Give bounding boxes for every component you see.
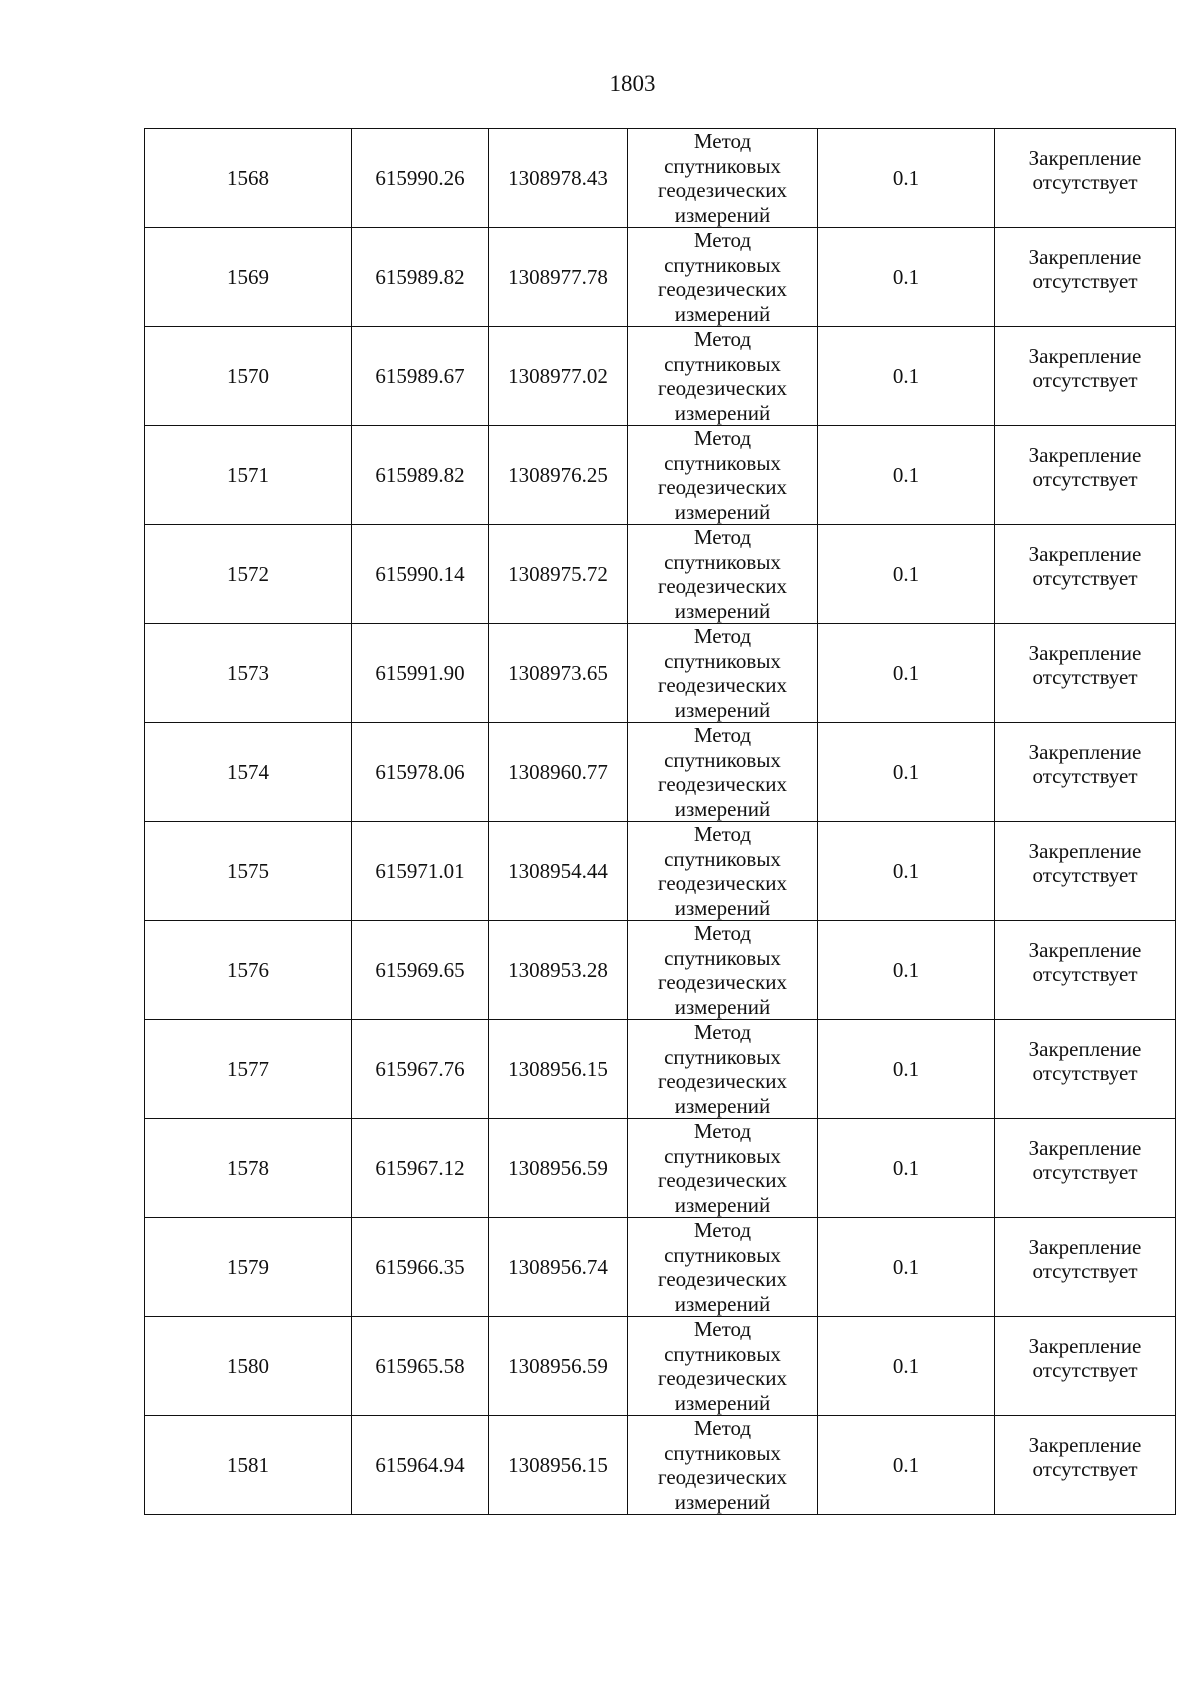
cell-point-number: 1573 <box>145 624 352 723</box>
cell-point-number: 1575 <box>145 822 352 921</box>
cell-coordinate-x: 615989.67 <box>352 327 489 426</box>
table-row <box>145 1416 1176 1515</box>
cell-method-text: Метод спутниковых геодезических измерений <box>657 1218 787 1316</box>
cell-fixing <box>995 1317 1176 1416</box>
cell-coordinate-y: 1308978.43 <box>489 129 628 228</box>
cell-coordinate-y: 1308960.77 <box>489 723 628 822</box>
cell-fixing-text: Закрепление отсутствует <box>1028 542 1142 590</box>
cell-method-text: Метод спутниковых геодезических измерений <box>657 822 787 920</box>
cell-coordinate-x: 615965.58 <box>352 1317 489 1416</box>
cell-accuracy: 0.1 <box>818 1218 995 1317</box>
cell-point-number: 1572 <box>145 525 352 624</box>
cell-fixing <box>995 327 1176 426</box>
cell-method <box>628 624 818 723</box>
cell-coordinate-x: 615967.76 <box>352 1020 489 1119</box>
cell-point-number: 1568 <box>145 129 352 228</box>
cell-fixing <box>995 1119 1176 1218</box>
cell-coordinate-x: 615978.06 <box>352 723 489 822</box>
table-row <box>145 723 1176 822</box>
coordinates-table <box>144 128 1176 1515</box>
cell-fixing-text: Закрепление отсутствует <box>1028 245 1142 293</box>
cell-fixing-text: Закрепление отсутствует <box>1028 344 1142 392</box>
cell-coordinate-y: 1308973.65 <box>489 624 628 723</box>
cell-fixing <box>995 921 1176 1020</box>
cell-accuracy: 0.1 <box>818 525 995 624</box>
cell-fixing <box>995 525 1176 624</box>
cell-accuracy: 0.1 <box>818 228 995 327</box>
cell-coordinate-y: 1308956.59 <box>489 1119 628 1218</box>
table-row <box>145 129 1176 228</box>
cell-coordinate-y: 1308977.78 <box>489 228 628 327</box>
cell-accuracy: 0.1 <box>818 723 995 822</box>
cell-accuracy: 0.1 <box>818 1317 995 1416</box>
cell-method <box>628 1416 818 1515</box>
cell-point-number: 1580 <box>145 1317 352 1416</box>
cell-fixing <box>995 129 1176 228</box>
cell-coordinate-x: 615967.12 <box>352 1119 489 1218</box>
cell-method <box>628 1317 818 1416</box>
cell-accuracy: 0.1 <box>818 129 995 228</box>
table-row <box>145 525 1176 624</box>
cell-coordinate-x: 615969.65 <box>352 921 489 1020</box>
cell-method-text: Метод спутниковых геодезических измерений <box>657 525 787 623</box>
cell-method <box>628 228 818 327</box>
cell-coordinate-x: 615966.35 <box>352 1218 489 1317</box>
cell-method-text: Метод спутниковых геодезических измерений <box>657 1020 787 1118</box>
cell-fixing-text: Закрепление отсутствует <box>1028 740 1142 788</box>
cell-coordinate-x: 615989.82 <box>352 426 489 525</box>
cell-accuracy: 0.1 <box>818 1416 995 1515</box>
cell-method-text: Метод спутниковых геодезических измерений <box>657 723 787 821</box>
table-row <box>145 921 1176 1020</box>
cell-fixing-text: Закрепление отсутствует <box>1028 1334 1142 1382</box>
cell-fixing <box>995 426 1176 525</box>
cell-coordinate-y: 1308956.59 <box>489 1317 628 1416</box>
table-row <box>145 426 1176 525</box>
cell-coordinate-y: 1308975.72 <box>489 525 628 624</box>
cell-coordinate-y: 1308956.74 <box>489 1218 628 1317</box>
cell-method <box>628 1020 818 1119</box>
cell-point-number: 1569 <box>145 228 352 327</box>
cell-coordinate-x: 615971.01 <box>352 822 489 921</box>
cell-fixing-text: Закрепление отсутствует <box>1028 1235 1142 1283</box>
table-row <box>145 327 1176 426</box>
cell-method <box>628 129 818 228</box>
cell-fixing <box>995 1218 1176 1317</box>
cell-method <box>628 1218 818 1317</box>
table-row <box>145 228 1176 327</box>
cell-coordinate-y: 1308956.15 <box>489 1020 628 1119</box>
cell-coordinate-y: 1308956.15 <box>489 1416 628 1515</box>
cell-method <box>628 723 818 822</box>
table-row <box>145 1317 1176 1416</box>
table-row <box>145 624 1176 723</box>
table-body <box>145 129 1176 1515</box>
cell-accuracy: 0.1 <box>818 822 995 921</box>
cell-fixing-text: Закрепление отсутствует <box>1028 1136 1142 1184</box>
cell-fixing <box>995 1020 1176 1119</box>
table-row <box>145 822 1176 921</box>
table-row <box>145 1020 1176 1119</box>
cell-point-number: 1576 <box>145 921 352 1020</box>
cell-point-number: 1574 <box>145 723 352 822</box>
cell-method-text: Метод спутниковых геодезических измерений <box>657 624 787 722</box>
cell-method-text: Метод спутниковых геодезических измерений <box>657 921 787 1019</box>
cell-coordinate-x: 615989.82 <box>352 228 489 327</box>
cell-point-number: 1579 <box>145 1218 352 1317</box>
cell-coordinate-y: 1308954.44 <box>489 822 628 921</box>
cell-method-text: Метод спутниковых геодезических измерений <box>657 1317 787 1415</box>
cell-point-number: 1577 <box>145 1020 352 1119</box>
cell-accuracy: 0.1 <box>818 327 995 426</box>
cell-fixing-text: Закрепление отсутствует <box>1028 839 1142 887</box>
cell-accuracy: 0.1 <box>818 1119 995 1218</box>
cell-point-number: 1581 <box>145 1416 352 1515</box>
cell-method <box>628 1119 818 1218</box>
cell-method <box>628 525 818 624</box>
cell-fixing <box>995 228 1176 327</box>
cell-point-number: 1578 <box>145 1119 352 1218</box>
cell-method <box>628 921 818 1020</box>
cell-coordinate-x: 615990.26 <box>352 129 489 228</box>
cell-accuracy: 0.1 <box>818 921 995 1020</box>
table-row <box>145 1119 1176 1218</box>
cell-coordinate-x: 615990.14 <box>352 525 489 624</box>
cell-method <box>628 426 818 525</box>
cell-fixing-text: Закрепление отсутствует <box>1028 1037 1142 1085</box>
page-number: 1803 <box>609 71 656 96</box>
cell-fixing-text: Закрепление отсутствует <box>1028 641 1142 689</box>
cell-method-text: Метод спутниковых геодезических измерений <box>657 1416 787 1514</box>
cell-method-text: Метод спутниковых геодезических измерений <box>657 1119 787 1217</box>
cell-method-text: Метод спутниковых геодезических измерений <box>657 426 787 524</box>
cell-coordinate-x: 615964.94 <box>352 1416 489 1515</box>
cell-fixing-text: Закрепление отсутствует <box>1028 443 1142 491</box>
cell-point-number: 1571 <box>145 426 352 525</box>
cell-accuracy: 0.1 <box>818 1020 995 1119</box>
cell-coordinate-y: 1308976.25 <box>489 426 628 525</box>
cell-method-text: Метод спутниковых геодезических измерений <box>657 228 787 326</box>
cell-fixing <box>995 624 1176 723</box>
cell-accuracy: 0.1 <box>818 624 995 723</box>
cell-fixing <box>995 822 1176 921</box>
cell-coordinate-y: 1308977.02 <box>489 327 628 426</box>
cell-fixing-text: Закрепление отсутствует <box>1028 938 1142 986</box>
cell-fixing-text: Закрепление отсутствует <box>1028 1433 1142 1481</box>
cell-coordinate-x: 615991.90 <box>352 624 489 723</box>
cell-fixing <box>995 723 1176 822</box>
cell-accuracy: 0.1 <box>818 426 995 525</box>
cell-fixing <box>995 1416 1176 1515</box>
cell-method-text: Метод спутниковых геодезических измерений <box>657 129 787 227</box>
cell-method-text: Метод спутниковых геодезических измерений <box>657 327 787 425</box>
cell-fixing-text: Закрепление отсутствует <box>1028 146 1142 194</box>
cell-method <box>628 327 818 426</box>
table-row <box>145 1218 1176 1317</box>
cell-coordinate-y: 1308953.28 <box>489 921 628 1020</box>
cell-method <box>628 822 818 921</box>
cell-point-number: 1570 <box>145 327 352 426</box>
